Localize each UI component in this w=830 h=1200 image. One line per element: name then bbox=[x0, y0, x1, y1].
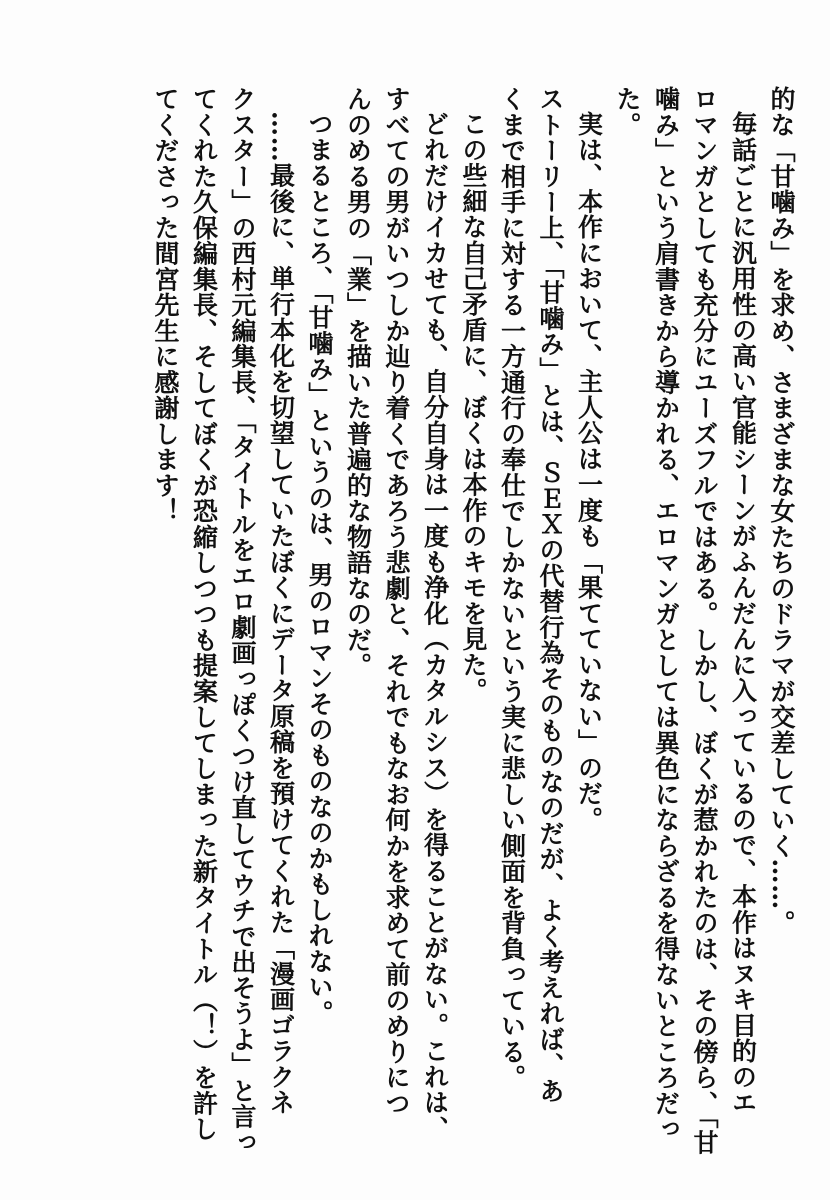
text-column: てくださった間宮先生に感謝します！ bbox=[151, 86, 180, 524]
text-column: すべての男がいつしか辿り着くであろう悲劇と、それでもなお何かを求めて前のめりにつ bbox=[382, 86, 411, 1116]
text-column: 的な「甘噛み」を求め、さまざまな女たちのドラマが交差していく……。 bbox=[767, 86, 796, 936]
text-column: た。 bbox=[613, 86, 642, 138]
text-column: ロマンガとしても充分にユーズフルではある。しかし、ぼくが惹かれたのは、その傍ら、「甘 bbox=[690, 86, 719, 1155]
text-column: 噛み」という肩書きから導かれる、エロマンガとしては異色にならざるを得ないところだっ bbox=[651, 86, 681, 1142]
text-column: てくれた久保編集長、そしてぼくが恐縮しつつも提案してしまった新タイトル（！）を許し bbox=[189, 86, 219, 1142]
text-column: くまで相手に対する一方通行の奉仕でしかないという実に悲しい側面を背負っている。 bbox=[497, 86, 527, 1091]
text-column: どれだけイカせても、自分自身は一度も浄化（カタルシス）を得ることがない。これは、 bbox=[420, 111, 450, 1141]
text-column: この些細な自己矛盾に、ぼくは本作のキモを見た。 bbox=[459, 111, 488, 704]
text-column: ストーリー上、「甘噛み」とは、ＳＥＸの代替行為そのものなのだが、よく考えれば、あ bbox=[536, 86, 565, 1104]
text-column: つまるところ、「甘噛み」というのは、男のロマンそのものなのかもしれない。 bbox=[305, 111, 334, 1026]
text-column: クスター」の西村元編集長、「タイトルをエロ劇画っぽくつけ直してウチで出そうよ」と言っ bbox=[228, 86, 257, 1155]
text-column: んのめる男の「業」を描いた普遍的な物語なのだ。 bbox=[343, 86, 373, 679]
text-column: 毎話ごとに汎用性の高い官能シーンがふんだんに入っているので、本作はヌキ目的のエ bbox=[728, 111, 758, 1116]
text-column: 実は、本作において、主人公は一度も「果てていない」のだ。 bbox=[574, 111, 604, 832]
text-column: ……最後に、単行本化を切望していたぼくにデータ原稿を預けてくれた「漫画ゴラクネ bbox=[266, 111, 296, 1116]
